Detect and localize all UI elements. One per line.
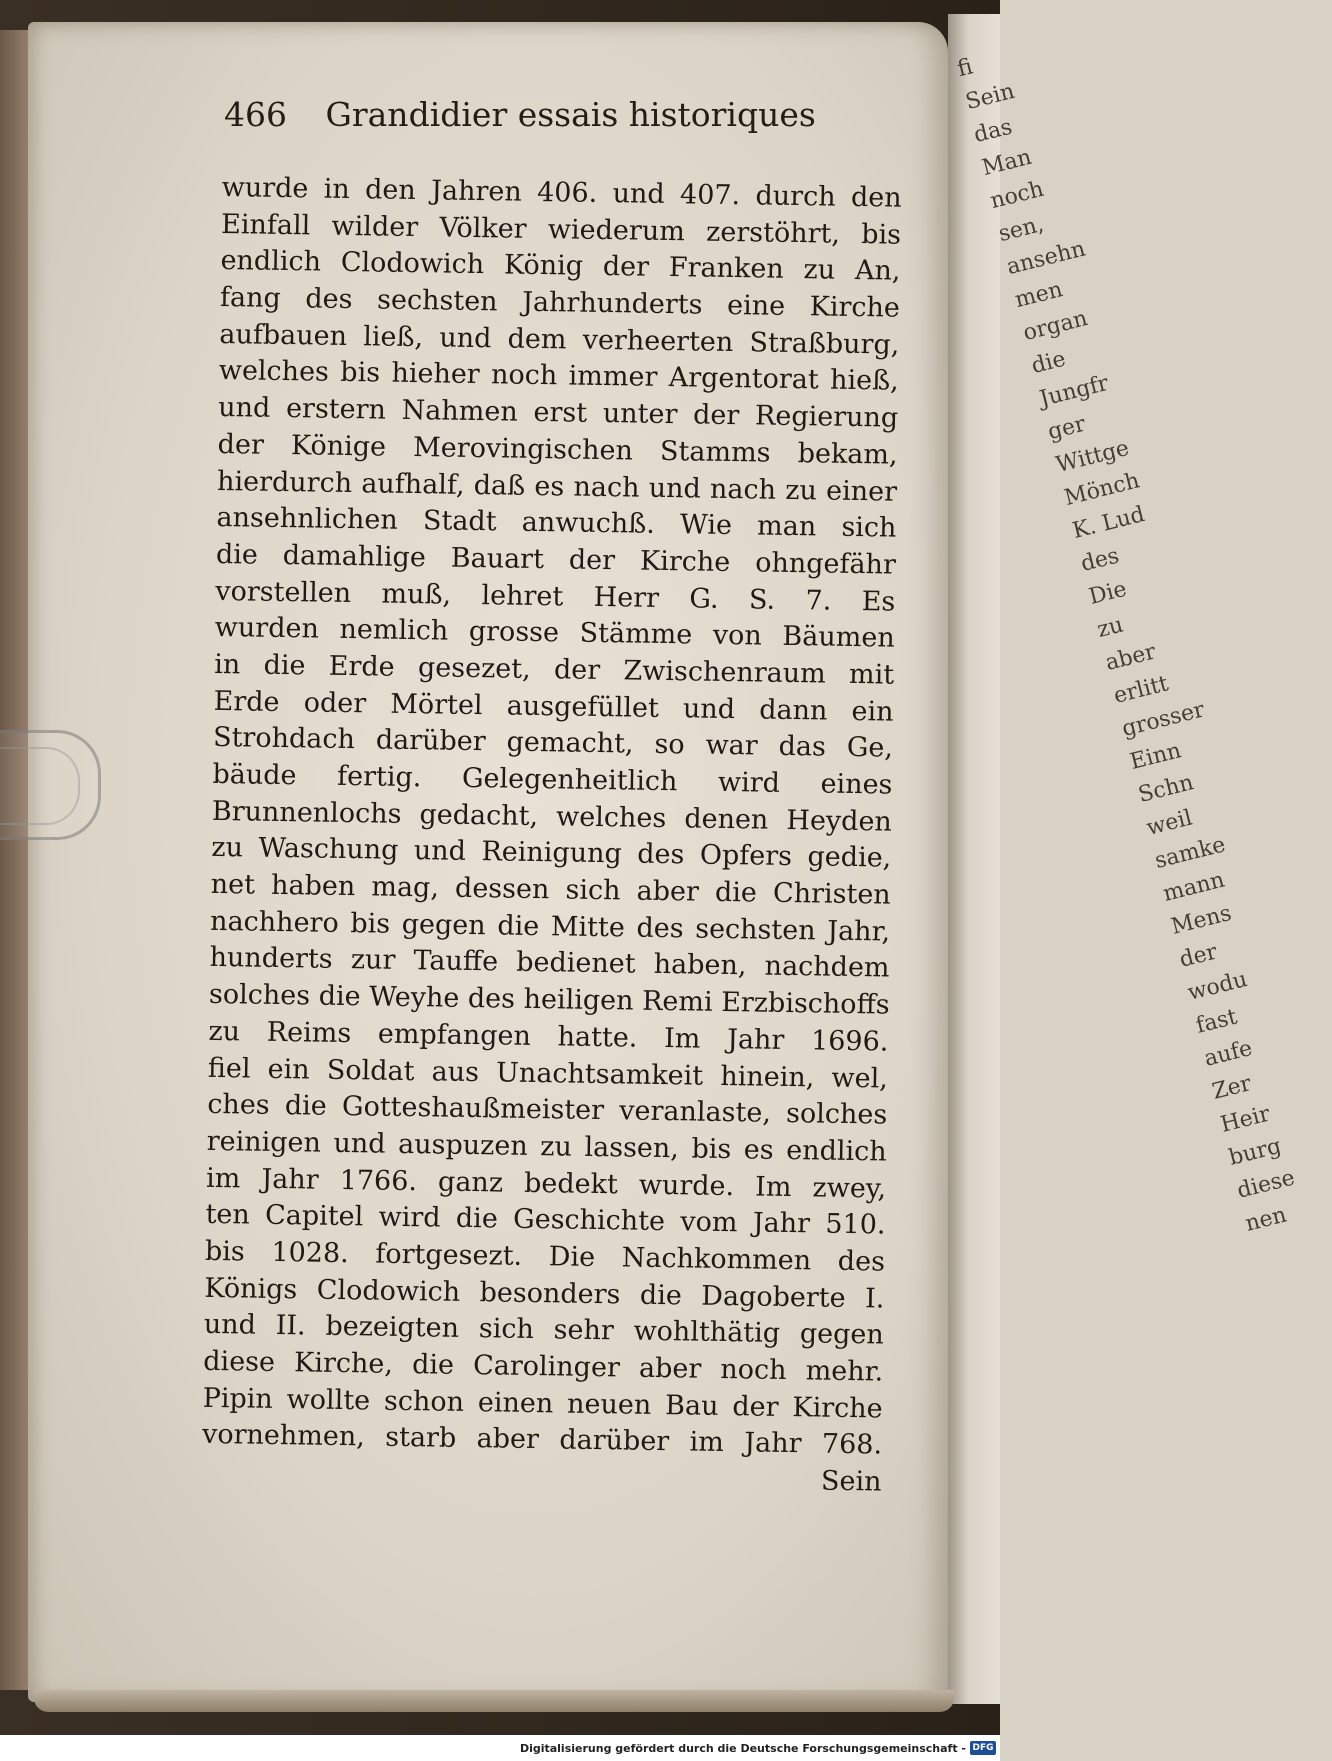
- facing-page-fragment: Schn: [1135, 770, 1197, 808]
- facing-page-fragment: ansehn: [1004, 236, 1088, 281]
- text-line: net haben mag, dessen sich aber die Christen: [210, 868, 891, 911]
- text-line: vornehmen, starb aber darüber im Jahr 768.: [201, 1419, 883, 1461]
- text-line: Einfall wilder Völker wiederum zerstöhrt, bis: [220, 208, 902, 251]
- text-line: im Jahr 1766. ganz bedekt wurde. Im zwey,: [205, 1162, 887, 1205]
- page-header: [224, 95, 844, 143]
- facing-page-fragment: das: [971, 114, 1015, 149]
- page-number: 466: [224, 95, 287, 134]
- facing-page-fragment: mann: [1160, 867, 1228, 907]
- text-line: hunderts zur Tauffe bedienet haben, nachdem: [209, 942, 890, 985]
- facing-page-fragment: fast: [1193, 1004, 1240, 1039]
- facing-page-fragment: Zer: [1209, 1071, 1254, 1105]
- facing-page-fragment: Einn: [1127, 738, 1184, 775]
- text-line: und erstern Nahmen erst unter der Regierung: [218, 392, 899, 434]
- text-line: Königs Clodowich besonders die Dagoberte I.: [204, 1272, 885, 1315]
- facing-page-edge: [948, 14, 1298, 1704]
- facing-page-fragment: aufe: [1201, 1035, 1255, 1072]
- digitization-credit: Digitalisierung gefördert durch die Deutsche Forschungsgemeinschaft -: [519, 1742, 966, 1755]
- facing-page-fragment: Wittge: [1053, 435, 1132, 479]
- facing-page-fragment: fi: [954, 54, 976, 83]
- facing-page-fragment: Mönch: [1061, 468, 1143, 512]
- text-line: ches die Gotteshaußmeister veranlaste, solches: [207, 1089, 888, 1131]
- text-line: solches die Weyhe des heiligen Remi Erzbischoffs: [208, 979, 890, 1021]
- text-line: zu Waschung und Reinigung des Opfers gedie,: [211, 832, 892, 874]
- facing-page-fragment: des: [1078, 543, 1122, 577]
- text-line: bis 1028. fortgesezt. Die Nachkommen des: [204, 1235, 886, 1278]
- text-line: reinigen und auspuzen zu lassen, bis es endlich: [206, 1125, 887, 1168]
- text-line: und II. bezeigten sich sehr wohlthätig gegen: [203, 1309, 885, 1351]
- text-line: hierdurch aufhalf, daß es nach und nach zu einer: [216, 465, 898, 508]
- text-line: vorstellen muß, lehret Herr G. S. 7. Es: [215, 575, 896, 618]
- page-bottom-edge: [34, 1690, 954, 1712]
- facing-page-fragment: wodu: [1185, 967, 1250, 1006]
- facing-page-fragment: Sein: [963, 78, 1018, 116]
- facing-page-fragment: ger: [1045, 411, 1089, 446]
- facing-page-fragment: nen: [1242, 1202, 1290, 1237]
- facing-page-text: [954, 43, 1298, 1242]
- facing-page-fragment: der: [1177, 939, 1220, 973]
- facing-page-fragment: Mens: [1168, 900, 1235, 940]
- facing-page-fragment: weil: [1144, 805, 1195, 841]
- facing-page-fragment: diese: [1234, 1165, 1298, 1204]
- facing-page-fragment: burg: [1226, 1133, 1284, 1171]
- text-line: die damahlige Bauart der Kirche ohngefähr: [215, 538, 897, 581]
- text-line: wurde in den Jahren 406. und 407. durch den: [221, 171, 902, 214]
- text-line: nachhero bis gegen die Mitte des sechsten Jahr,: [209, 905, 891, 948]
- text-line: welches bis hieher noch immer Argentorat hieß,: [218, 355, 900, 398]
- facing-page-fragment: erlitt: [1111, 671, 1171, 709]
- facing-page-fragment: sen,: [996, 211, 1047, 248]
- facing-page-fragment: Man: [979, 144, 1035, 182]
- facing-page-fragment: noch: [987, 176, 1047, 215]
- text-line: Erde oder Mörtel ausgefüllet und dann ein: [213, 685, 894, 728]
- facing-page-fragment: men: [1012, 277, 1066, 314]
- facing-page-fragment: die: [1028, 346, 1069, 380]
- text-line: der Könige Merovingischen Stamms bekam,: [217, 428, 898, 471]
- facing-page-fragment: K. Lud: [1070, 502, 1148, 544]
- text-line: ten Capitel wird die Geschichte vom Jahr 510.: [205, 1199, 886, 1241]
- facing-page-fragment: Heir: [1218, 1101, 1273, 1138]
- text-line: Pipin wollte schon einen neuen Bau der Kirche: [202, 1382, 883, 1425]
- text-line: diese Kirche, die Carolinger aber noch mehr.: [203, 1345, 884, 1388]
- facing-page-fragment: zu: [1094, 612, 1126, 643]
- text-line: bäude fertig. Gelegenheitlich wird eines: [212, 758, 893, 801]
- text-line: endlich Clodowich König der Franken zu An,: [220, 245, 901, 288]
- text-line: in die Erde gesezet, der Zwischenraum mit: [213, 648, 895, 691]
- dfg-logo: DFG: [970, 1741, 996, 1755]
- bookmark-clip: [0, 730, 101, 840]
- facing-page-fragment: Jungfr: [1037, 370, 1112, 413]
- text-line: Brunnenlochs gedacht, welches denen Heyden: [211, 795, 893, 838]
- facing-page-fragment: Die: [1086, 576, 1130, 610]
- running-title: Grandidier essais historiques: [325, 95, 816, 134]
- facing-page-fragment: organ: [1020, 306, 1091, 347]
- text-line: Strohdach darüber gemacht, so war das Ge,: [212, 722, 894, 764]
- text-line: ansehnlichen Stadt anwuchß. Wie man sich: [216, 502, 897, 544]
- facing-page-fragment: aber: [1103, 639, 1159, 676]
- bookmark-clip-inner: [0, 747, 80, 825]
- text-line: wurden nemlich grosse Stämme von Bäumen: [214, 612, 895, 654]
- text-line: aufbauen ließ, und dem verheerten Straßburg,: [219, 318, 900, 361]
- facing-page-fragment: samke: [1152, 832, 1228, 874]
- text-line: fang des sechsten Jahrhunderts eine Kirche: [219, 282, 901, 324]
- text-line: fiel ein Soldat aus Unachtsamkeit hinein, wel,: [207, 1052, 889, 1095]
- facing-page-fragment: grosser: [1119, 697, 1207, 742]
- catchword: Sein: [820, 1465, 882, 1498]
- body-text: [201, 170, 902, 1501]
- text-line: zu Reims empfangen hatte. Im Jahr 1696.: [208, 1015, 889, 1058]
